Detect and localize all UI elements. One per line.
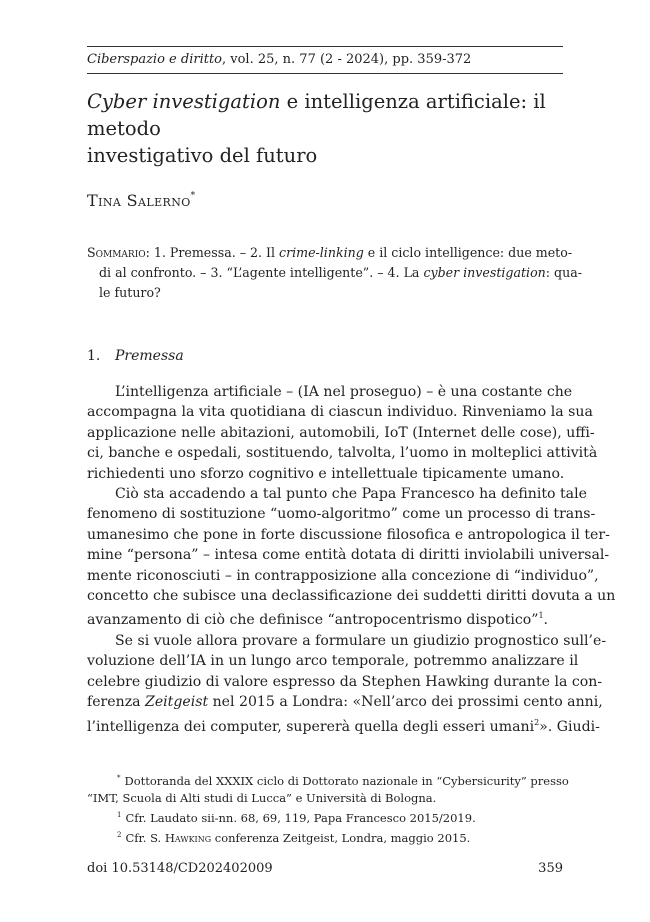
page — [87, 0, 616, 922]
doi: doi 10.53148/CD202402009 — [87, 861, 273, 876]
body-text-span: l’intelligenza dei computer, supererà quella degli esseri umani — [87, 718, 535, 735]
body-line: Se si vuole allora provare a formulare un giudizio prognostico sull’e- — [115, 632, 607, 649]
body-line: fenomeno di sostituzione “uomo-algoritmo” come un processo di trans- — [87, 506, 596, 523]
body-line: Ciò sta accadendo a tal punto che Papa Francesco ha definito tale — [115, 486, 587, 503]
body-line: ci, banche e ospedali, sostituendo, talvolta, l’uomo in molteplici attività — [87, 445, 598, 462]
section-heading — [87, 346, 184, 366]
summary — [87, 243, 582, 303]
body-line: concetto che subisce una declassificazione dei suddetti diritti dovuta a un — [87, 588, 616, 605]
body-line: celebre giudizio di valore espresso da Stephen Hawking durante la con- — [87, 673, 603, 690]
body-text-span: ». Giudi- — [539, 718, 600, 735]
body-line: voluzione dell’IA in un lungo arco temporale, potremmo analizzare il — [87, 653, 579, 670]
section-number: 1. — [87, 348, 101, 364]
header-rule — [87, 73, 563, 74]
title-italic: Cyber investigation — [87, 90, 281, 113]
body-text-span: ferenza — [87, 694, 146, 711]
footnote-star-line-2: “IMT, Scuola di Alti studi di Lucca” e Università di Bologna. — [87, 791, 437, 805]
summary-line-2 — [87, 263, 582, 283]
body-line — [87, 692, 603, 712]
footnotes — [87, 770, 569, 847]
journal-name: Ciberspazio e diritto — [87, 52, 222, 67]
body-line — [87, 606, 563, 630]
body-text — [87, 382, 616, 737]
footnote-text: conferenza Zeitgeist, Londra, maggio 2015. — [211, 831, 471, 845]
footnote-text: Dottoranda del XXXIX ciclo di Dottorato nazionale in “Cybersicurity” presso — [124, 774, 569, 788]
title-line1-rest: e intelligenza artificiale: il metodo — [87, 90, 546, 140]
body-line: mine “persona” – intesa come entità dotata di diritti inviolabili universal- — [87, 547, 610, 564]
summary-italic: cyber investigation — [423, 265, 546, 280]
summary-italic: crime-linking — [279, 245, 364, 260]
page-number: 359 — [538, 861, 563, 876]
summary-line-3: le futuro? — [99, 285, 161, 300]
footnote-2 — [87, 827, 563, 847]
summary-text: e il ciclo intelligence: due meto- — [363, 245, 573, 260]
body-line: umanesimo che pone in forte discussione filosofica e antropologica il ter- — [87, 526, 610, 543]
summary-text: di al confronto. – 3. “L’agente intelligente”. – 4. La — [99, 265, 424, 280]
body-text-span: . — [543, 612, 549, 629]
author — [87, 186, 196, 211]
footnote-mark: 2 — [117, 831, 122, 839]
body-line — [87, 713, 600, 737]
footnote-text: Cfr. S. — [125, 831, 165, 845]
author-footnote-mark: * — [190, 191, 196, 201]
summary-text: : 1. Premessa. – 2. Il — [145, 245, 280, 260]
footnote-ref-2: 2 — [534, 717, 540, 727]
body-line: mente riconosciuti – in contrapposizione alla concezione di “individuo”, — [87, 567, 599, 584]
top-rule — [87, 46, 563, 47]
summary-label: Sommario — [87, 245, 146, 260]
running-head — [87, 51, 563, 69]
footnote-1 — [87, 807, 563, 827]
body-text-span: nel 2015 a Londra: «Nell’arco dei prossimi cento anni, — [208, 694, 603, 711]
body-text-span: avanzamento di ciò che definisce “antropocentrismo dispotico” — [87, 612, 539, 629]
footnote-ref-1: 1 — [538, 611, 544, 621]
summary-line-1 — [87, 243, 573, 263]
body-line: L’intelligenza artificiale – (IA nel proseguo) – è una costante che — [115, 384, 573, 400]
footnote-mark: 1 — [117, 811, 122, 819]
footnote-star-line-1 — [87, 770, 569, 790]
article-title — [87, 88, 563, 169]
body-line: applicazione nelle abitazioni, automobili, IoT (Internet delle cose), uffi- — [87, 424, 595, 441]
body-line: richiedenti uno sforzo cognitivo e intellettuale tipicamente umano. — [87, 465, 565, 482]
summary-text: : qua- — [545, 265, 582, 280]
title-line2: investigativo del futuro — [87, 144, 318, 167]
body-line: accompagna la vita quotidiana di ciascun individuo. Rinveniamo la sua — [87, 404, 593, 421]
section-title: Premessa — [115, 348, 184, 364]
footnote-text: Cfr. Laudato sii-nn. 68, 69, 119, Papa Francesco 2015/2019. — [125, 811, 476, 825]
author-name: Tina Salerno — [87, 191, 191, 210]
body-italic: Zeitgeist — [145, 694, 209, 711]
journal-details: , vol. 25, n. 77 (2 - 2024), pp. 359-372 — [222, 52, 472, 67]
footnote-mark: * — [117, 774, 121, 782]
footnote-author: Hawking — [164, 831, 212, 845]
